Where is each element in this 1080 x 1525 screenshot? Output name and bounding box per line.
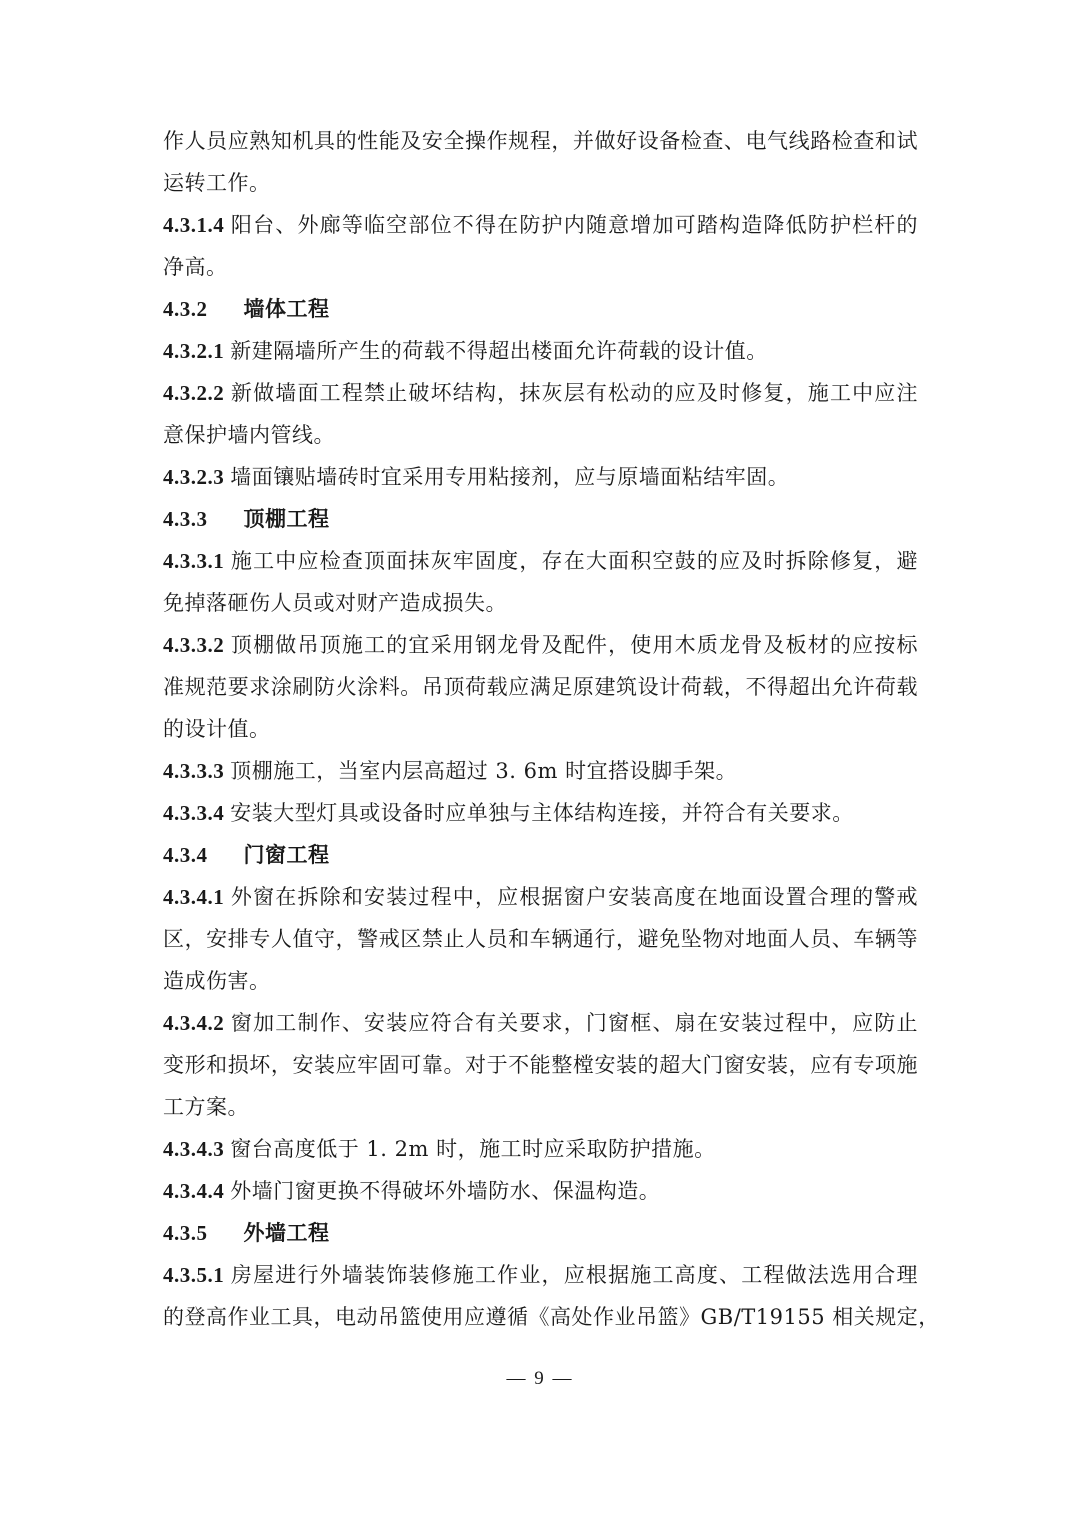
clause-text: 安装大型灯具或设备时应单独与主体结构连接，并符合有关要求。	[230, 801, 854, 825]
clause-number: 4.3.4.1	[163, 885, 225, 909]
clause-number: 4.3.1.4	[163, 213, 225, 237]
clause-text: 阳台、外廊等临空部位不得在防护内随意增加可踏构造降低防护栏杆的	[230, 213, 918, 237]
clause-number: 4.3.3.1	[163, 549, 225, 573]
clause-number: 4.3.3.2	[163, 633, 225, 657]
clause-text: 外窗在拆除和安装过程中，应根据窗户安装高度在地面设置合理的警戒	[230, 885, 918, 909]
clause-number: 4.3.3.3	[163, 759, 225, 783]
section-number: 4.3.3	[163, 507, 208, 531]
paragraph-line: 运转工作。	[163, 171, 271, 195]
clause-number: 4.3.3.4	[163, 801, 225, 825]
clause-number: 4.3.2.1	[163, 339, 225, 363]
clause-number: 4.3.4.4	[163, 1179, 225, 1203]
section-heading-4-3-4	[163, 834, 918, 876]
clause-text: 新建隔墙所产生的荷载不得超出楼面允许荷载的设计值。	[230, 339, 768, 363]
clause-text: 窗台高度低于 1. 2m 时，施工时应采取防护措施。	[230, 1137, 716, 1161]
paragraph-line: 意保护墙内管线。	[163, 423, 335, 447]
clause-number: 4.3.4.3	[163, 1137, 225, 1161]
section-number: 4.3.5	[163, 1221, 208, 1245]
clause-number: 4.3.2.3	[163, 465, 225, 489]
clause-number: 4.3.2.2	[163, 381, 225, 405]
clause-text: 顶棚施工，当室内层高超过 3. 6m 时宜搭设脚手架。	[230, 759, 738, 783]
section-heading-4-3-3	[163, 498, 918, 540]
section-title: 外墙工程	[243, 1220, 330, 1245]
clause-4-3-3-1	[163, 540, 918, 582]
clause-4-3-2-3	[163, 456, 918, 498]
paragraph-line: 变形和损坏，安装应牢固可靠。对于不能整樘安装的超大门窗安装，应有专项施	[163, 1053, 918, 1077]
clause-4-3-1-4	[163, 204, 918, 246]
clause-text: 顶棚做吊顶施工的宜采用钢龙骨及配件，使用木质龙骨及板材的应按标	[230, 633, 918, 657]
section-heading-4-3-5	[163, 1212, 918, 1254]
clause-text: 施工中应检查顶面抹灰牢固度，存在大面积空鼓的应及时拆除修复，避	[230, 549, 918, 573]
clause-text: 房屋进行外墙装饰装修施工作业，应根据施工高度、工程做法选用合理	[230, 1263, 918, 1287]
section-number: 4.3.4	[163, 843, 208, 867]
clause-4-3-4-3	[163, 1128, 918, 1170]
clause-4-3-4-1	[163, 876, 918, 918]
paragraph-line: 工方案。	[163, 1095, 249, 1119]
clause-text: 新做墙面工程禁止破坏结构，抹灰层有松动的应及时修复，施工中应注	[230, 381, 918, 405]
clause-number: 4.3.4.2	[163, 1011, 225, 1035]
clause-4-3-2-1	[163, 330, 918, 372]
clause-4-3-5-1	[163, 1254, 918, 1296]
clause-4-3-2-2	[163, 372, 918, 414]
clause-text: 墙面镶贴墙砖时宜采用专用粘接剂，应与原墙面粘结牢固。	[230, 465, 790, 489]
clause-4-3-3-4	[163, 792, 918, 834]
clause-text: 外墙门窗更换不得破坏外墙防水、保温构造。	[230, 1179, 661, 1203]
page-number: — 9 —	[506, 1368, 574, 1389]
clause-4-3-4-2	[163, 1002, 918, 1044]
clause-4-3-3-2	[163, 624, 918, 666]
clause-4-3-3-3	[163, 750, 918, 792]
clause-text: 窗加工制作、安装应符合有关要求，门窗框、扇在安装过程中，应防止	[230, 1011, 918, 1035]
section-title: 门窗工程	[243, 842, 330, 867]
section-number: 4.3.2	[163, 297, 208, 321]
clause-4-3-4-4	[163, 1170, 918, 1212]
section-title: 墙体工程	[243, 296, 330, 321]
clause-number: 4.3.5.1	[163, 1263, 225, 1287]
paragraph-line: 准规范要求涂刷防火涂料。吊顶荷载应满足原建筑设计荷载，不得超出允许荷载	[163, 675, 918, 699]
paragraph-line: 免掉落砸伤人员或对财产造成损失。	[163, 591, 507, 615]
paragraph-line: 净高。	[163, 255, 228, 279]
paragraph-line: 的设计值。	[163, 717, 271, 741]
section-title: 顶棚工程	[243, 506, 330, 531]
section-heading-4-3-2	[163, 288, 918, 330]
paragraph-line: 区，安排专人值守，警戒区禁止人员和车辆通行，避免坠物对地面人员、车辆等	[163, 927, 918, 951]
paragraph-line: 的登高作业工具，电动吊篮使用应遵循《高处作业吊篮》GB/T19155 相关规定，	[163, 1305, 940, 1329]
document-body	[163, 120, 940, 1338]
paragraph-line: 造成伤害。	[163, 969, 271, 993]
paragraph-line: 作人员应熟知机具的性能及安全操作规程，并做好设备检查、电气线路检查和试	[163, 129, 918, 153]
